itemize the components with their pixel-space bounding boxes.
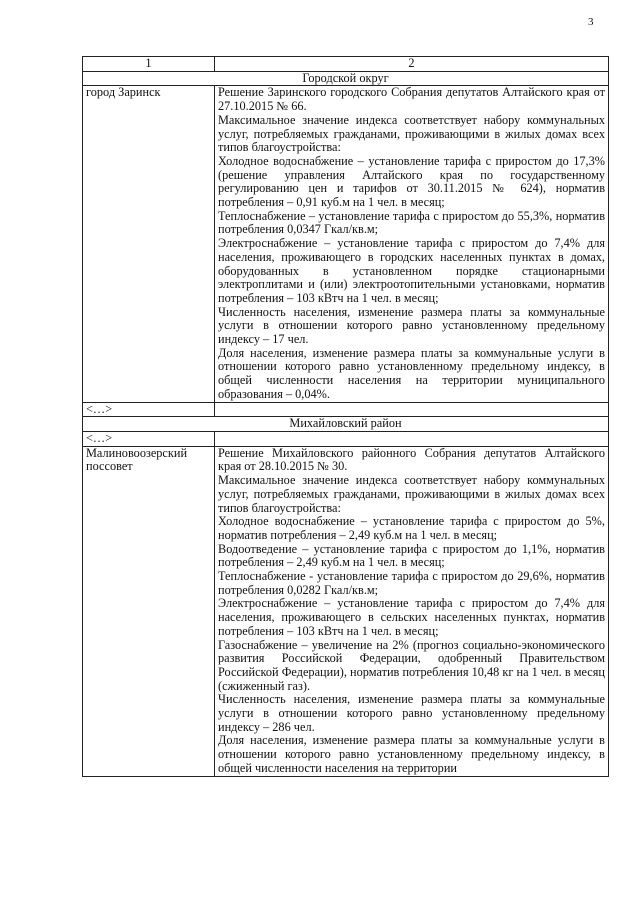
table-row (83, 446, 609, 776)
omission-marker: <…> (83, 431, 215, 446)
paragraph: Холодное водоснабжение – установление тарифа с приростом до 17,3% (решение управления Алтайского края по государственному регулированию цен и тарифов от 30.11.2015 № 624), норматив потребления – 0,91 куб.м на 1 чел. в месяц; (218, 153, 605, 210)
omission-row (83, 431, 609, 446)
omission-row (83, 402, 609, 417)
column-header-1: 1 (83, 57, 215, 72)
paragraph: Водоотведение – установление тарифа с приростом до 1,1%, норматив потребления – 2,49 куб.м на 1 чел. в месяц; (218, 541, 605, 570)
municipality-description (215, 86, 609, 402)
paragraph: Решение Заринского городского Собрания депутатов Алтайского края от 27.10.2015 № 66. (218, 85, 605, 114)
paragraph: Газоснабжение – увеличение на 2% (прогноз социально-экономического развития Российской Федерации, одобренный Правительством Российской Федерации), норматив потребления 10,48 кг на 1 чел. в месяц (сжиженный газ). (218, 637, 605, 693)
table-row (83, 86, 609, 402)
paragraph: Максимальное значение индекса соответствует набору коммунальных услуг, потребляемых гражданами, проживающими в жилых домах всех типов благоустройства: (218, 112, 605, 155)
municipality-description (215, 446, 609, 776)
column-header-2: 2 (215, 57, 609, 72)
section-header-row (83, 71, 609, 86)
omission-empty-cell (215, 402, 609, 417)
paragraph: Численность населения, изменение размера платы за коммунальные услуги в отношении которого равно установленному предельному индексу – 17 чел. (218, 304, 605, 347)
paragraph: Решение Михайловского районного Собрания депутатов Алтайского края от 28.10.2015 № 30. (218, 445, 605, 474)
paragraph: Электроснабжение – установление тарифа с приростом до 7,4% для населения, проживающего в городских населенных пунктах в домах, оборудованных в установленном порядке стационарными электроплитами и (или) электроотопительными установками, норматив потребления – 103 кВтч на 1 чел. в месяц; (218, 236, 605, 305)
paragraph: Доля населения, изменение размера платы за коммунальные услуги в отношении которого равно установленному предельному индексу, в общей численности населения на территории (218, 733, 605, 775)
municipality-name: город Заринск (83, 86, 215, 402)
paragraph: Холодное водоснабжение – установление тарифа с приростом до 5%, норматив потребления – 2,49 куб.м на 1 чел. в месяц; (218, 514, 605, 542)
document-table (82, 56, 609, 777)
paragraph: Электроснабжение – установление тарифа с приростом до 7,4% для населения, проживающего в сельских населенных пунктах, норматив потребления – 103 кВтч на 1 чел. в месяц; (218, 596, 605, 638)
paragraph: Доля населения, изменение размера платы за коммунальные услуги в отношении которого равно установленному предельному индексу, в общей численности населения на территории муниципального образования – 0,04%. (218, 345, 605, 401)
section-title-mikhailovsky-district: Михайловский район (83, 417, 609, 432)
omission-marker: <…> (83, 402, 215, 417)
omission-empty-cell (215, 431, 609, 446)
section-title-urban-district: Городской округ (83, 71, 609, 86)
paragraph: Теплоснабжение - установление тарифа с приростом до 29,6%, норматив потребления 0,0282 Гкал/кв.м; (218, 569, 605, 597)
paragraph: Максимальное значение индекса соответствует набору коммунальных услуг, потребляемых гражданами, проживающими в жилых домах всех типов благоустройства: (218, 473, 605, 515)
section-header-row (83, 417, 609, 432)
paragraph: Численность населения, изменение размера платы за коммунальные услуги в отношении которого равно установленному предельному индексу – 286 чел. (218, 692, 605, 734)
paragraph: Теплоснабжение – установление тарифа с приростом до 55,3%, норматив потребления 0,0347 Гкал/кв.м; (218, 208, 605, 237)
municipality-name: Малиновоозерский поссовет (83, 446, 215, 776)
column-header-row (83, 57, 609, 72)
page-number: 3 (588, 16, 594, 28)
